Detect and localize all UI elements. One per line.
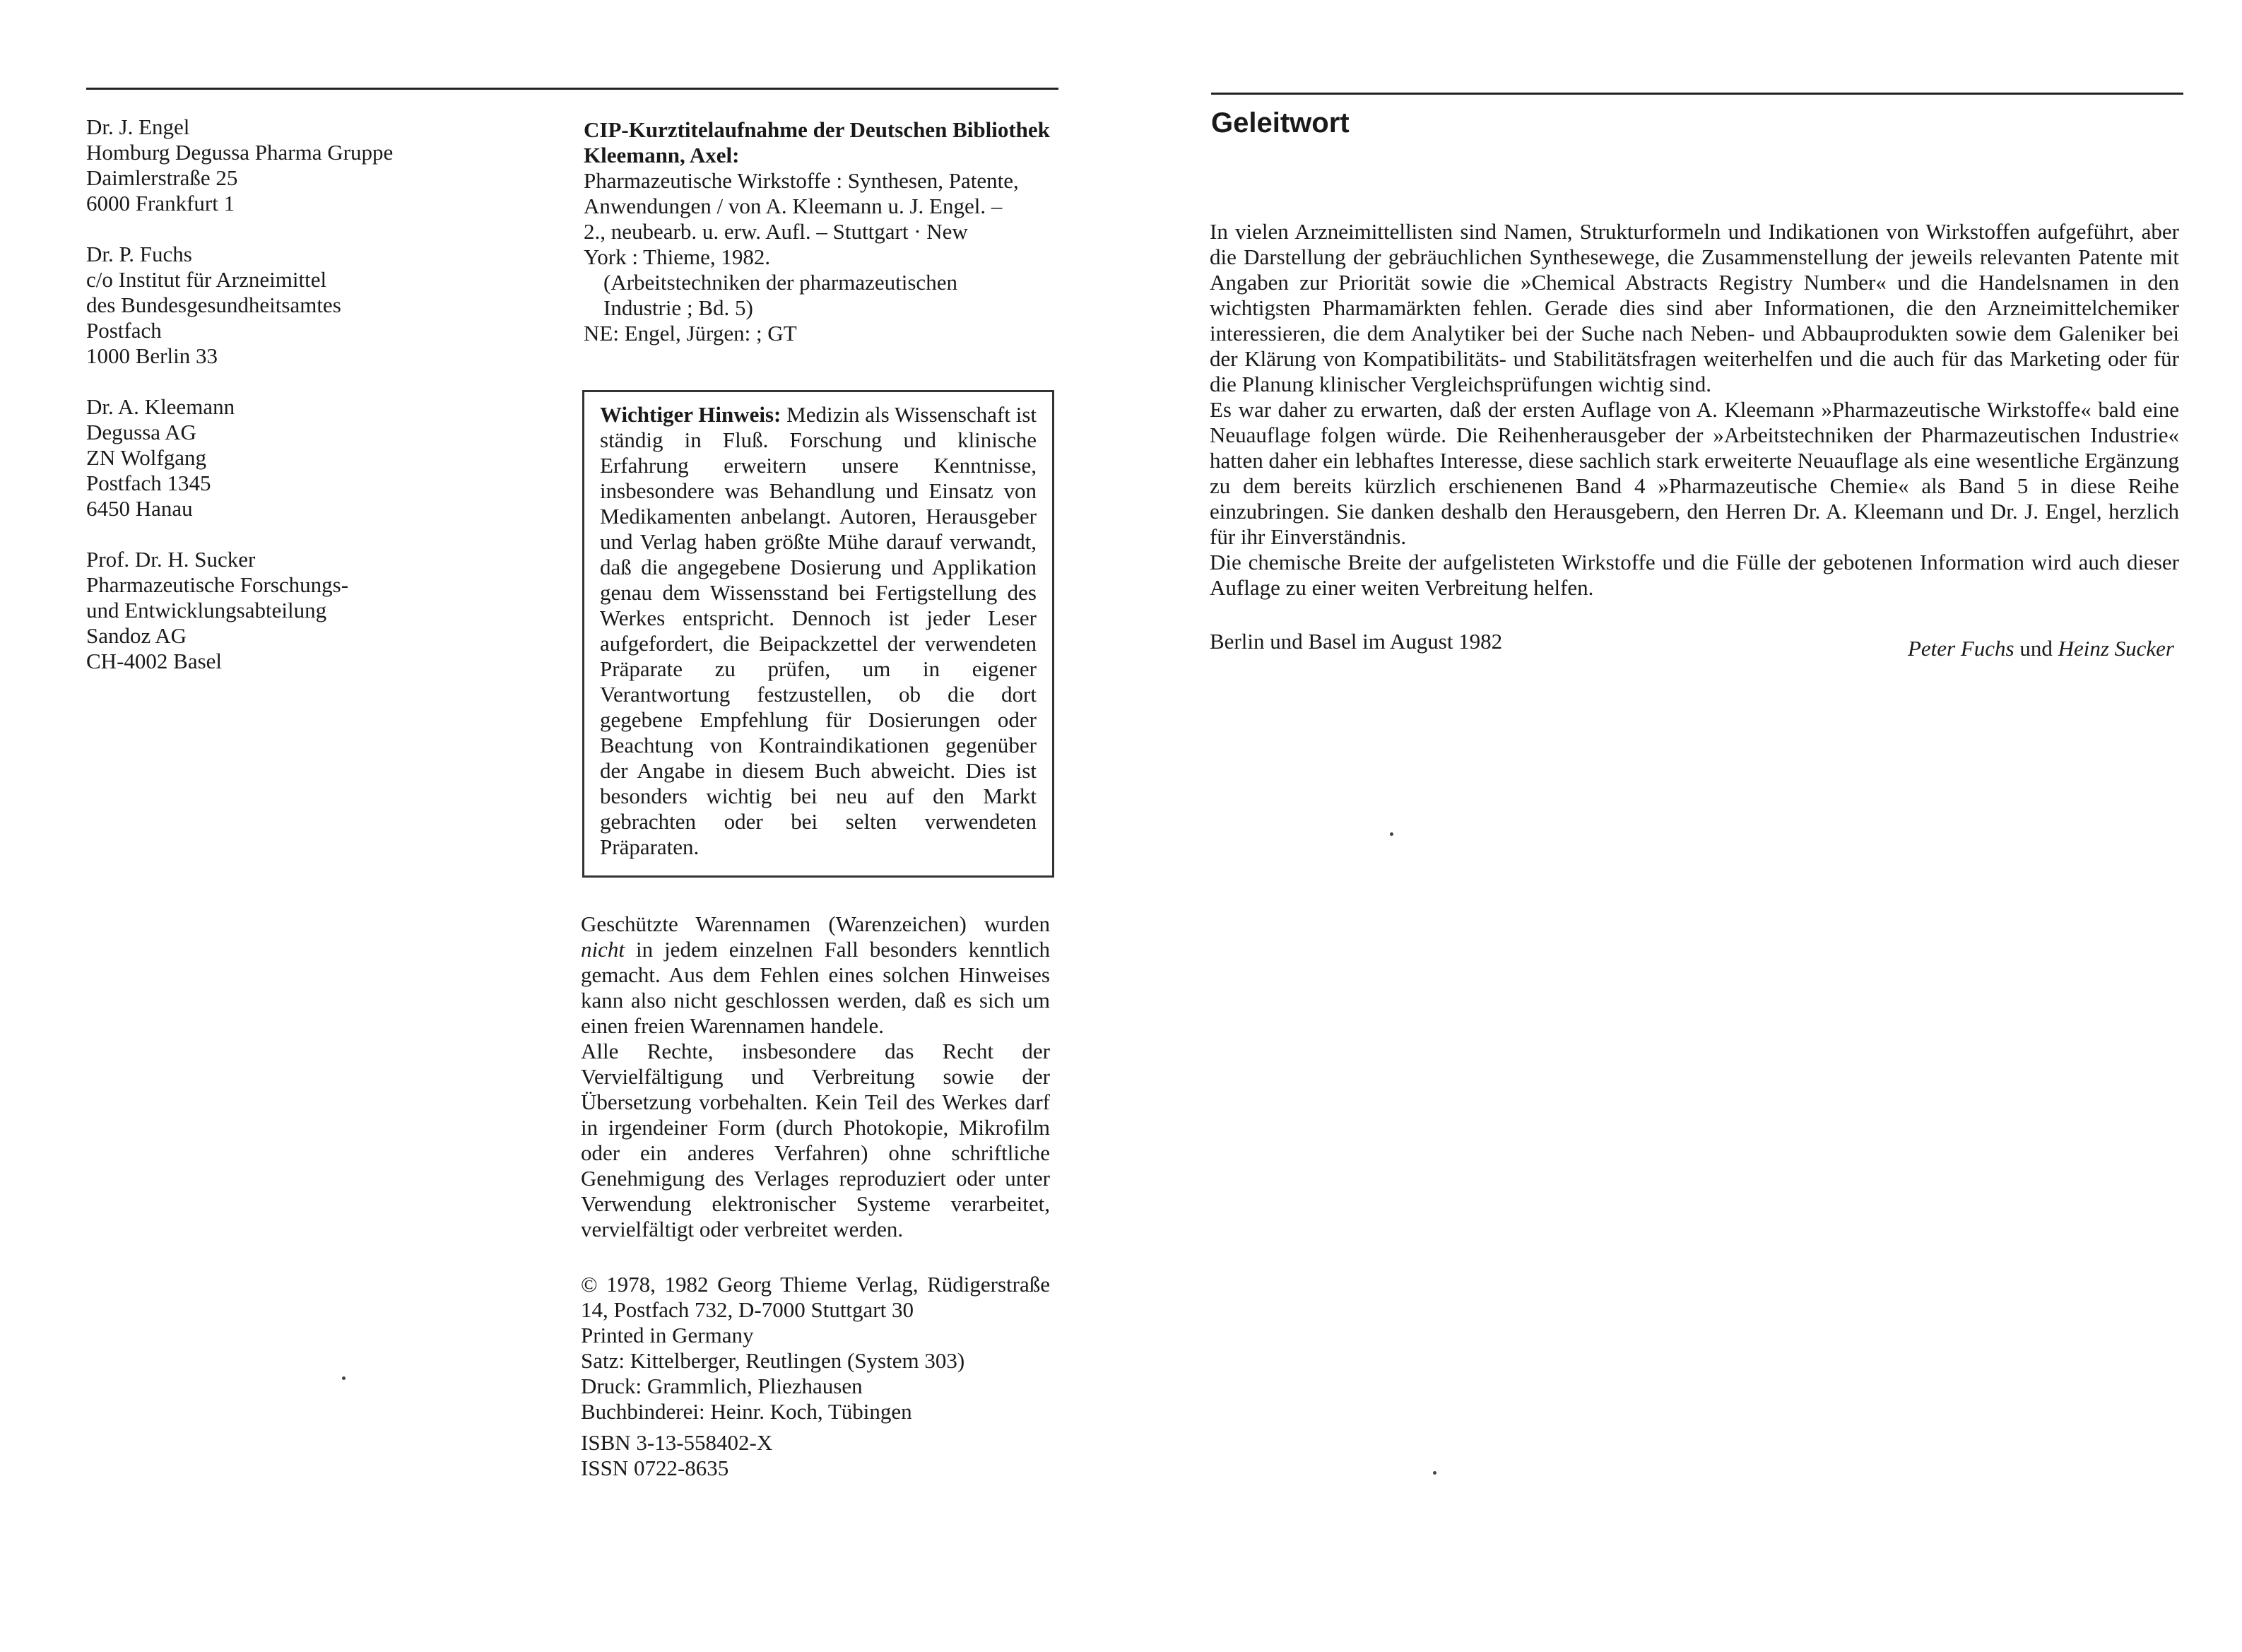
trademark-notice (581, 911, 1050, 1242)
place-date: Berlin und Basel im August 1982 (1210, 629, 1503, 654)
address-line: Pharmazeutische Forschungs- (86, 572, 349, 597)
cip-line: Pharmazeutische Wirkstoffe : Synthesen, Patente, (584, 168, 1019, 193)
address-line: Sandoz AG (86, 623, 187, 648)
address-line: Postfach 1345 (86, 471, 211, 495)
foreword-paragraph: Es war daher zu erwarten, daß der ersten Auflage von A. Kleemann »Pharmazeutische Wirkstoffe« bald eine Neuauflage folgen würde. Die Reihenherausgeber der »Arbeitstechniken der Pharmazeutischen Industrie« hatten daher ein lebhaftes Interesse, diese sachlich stark erweiterte Neuauflage als eine wesentliche Ergänzung zu dem bereits kürzlich erschienenen Band 4 »Pharmazeutische Chemie« als Band 5 in diese Reihe einzubringen. Sie danken deshalb den Herausgebern, den Herren Dr. A. Kleemann und Dr. J. Engel, herzlich für ihr Einverständnis. (1210, 397, 2179, 549)
address-line: 1000 Berlin 33 (86, 343, 218, 368)
page-title: Geleitwort (1211, 107, 1350, 138)
imprint-line: Printed in Germany (581, 1323, 754, 1347)
cip-line: 2., neubearb. u. erw. Aufl. – Stuttgart · New (584, 219, 968, 244)
imprint-line: Satz: Kittelberger, Reutlingen (System 303) (581, 1348, 965, 1373)
signature-line (1908, 636, 2174, 661)
cip-author: Kleemann, Axel: (584, 143, 740, 167)
trademark-nicht: nicht (581, 937, 625, 962)
address-line: CH-4002 Basel (86, 649, 223, 673)
address-line: Postfach (86, 318, 162, 343)
cip-heading: CIP-Kurztitelaufnahme der Deutschen Bibliothek (584, 117, 1050, 142)
imprint-line: Buchbinderei: Heinr. Koch, Tübingen (581, 1399, 912, 1424)
cip-record (584, 117, 1064, 346)
foreword-paragraph: In vielen Arzneimittellisten sind Namen, Strukturformeln und Indikationen von Wirkstoffen aufgeführt, aber die Darstellung der gebräuchlichen Synthesewege, die Zusammenstellung der jeweils relevanten Patente mit Angaben zur Priorität sowie die »Chemical Abstracts Registry Number« und die Handelsnamen in den wichtigsten Pharmamärkten fehlen. Gerade dies sind aber Informationen, die den Arzneimittelchemiker interessieren, die dem Analytiker bei der Suche nach Neben- und Abbauprodukten sowie dem Galeniker bei der Klärung von Kompatibilitäts- und Stabilitätsfragen weiterhelfen und die auch für das Marketing oder für die Planung klinischer Vergleichsprüfungen wichtig sind. (1210, 219, 2179, 396)
cip-series: Industrie ; Bd. 5) (603, 295, 753, 320)
scan-speck (1390, 832, 1393, 836)
rights-paragraph: Alle Rechte, insbesondere das Recht der Vervielfältigung und Verbreitung sowie der Übersetzung vorbehalten. Kein Teil des Werkes darf in irgendeiner Form (durch Photokopie, Mikrofilm oder ein anderes Verfahren) ohne schriftliche Genehmigung des Verlages reproduziert oder unter Verwendung elektronischer Systeme verarbeitet, vervielfältigt oder verbreitet werden. (581, 1039, 1050, 1241)
copyright-line: © 1978, 1982 Georg Thieme Verlag, Rüdigerstraße 14, Postfach 732, D-7000 Stuttgart 30 (581, 1272, 1050, 1322)
cip-line: Anwendungen / von A. Kleemann u. J. Engel. – (584, 194, 1003, 218)
issn: ISSN 0722-8635 (581, 1456, 729, 1480)
scan-speck (342, 1376, 346, 1380)
address-sucker (86, 547, 482, 674)
cip-ne: NE: Engel, Jürgen: ; GT (584, 321, 797, 346)
important-notice-box (582, 390, 1054, 878)
address-name: Dr. P. Fuchs (86, 242, 192, 266)
cip-series: (Arbeitstechniken der pharmazeutischen (603, 270, 957, 295)
trademark-text-2: in jedem einzelnen Fall besonders kenntlich gemacht. Aus dem Fehlen eines solchen Hinweises kann also nicht geschlossen werden, daß es sich um einen freien Warennamen handele. (581, 937, 1051, 1038)
signer-conjunction: und (2019, 636, 2053, 661)
top-rule-left (86, 88, 1058, 90)
cip-line: York : Thieme, 1982. (584, 244, 771, 269)
address-line: 6000 Frankfurt 1 (86, 191, 235, 216)
foreword-body (1210, 219, 2179, 601)
signer-name: Heinz Sucker (2058, 636, 2174, 661)
address-line: und Entwicklungsabteilung (86, 598, 327, 623)
trademark-paragraph (581, 911, 1050, 1039)
notice-label: Wichtiger Hinweis: (600, 402, 781, 427)
notice-text: Medizin als Wissenschaft ist ständig in Fluß. Forschung und klinische Erfahrung erweitern unsere Kenntnisse, insbesondere was Behandlung und Einsatz von Medikamenten anbelangt. Autoren, Herausgeber und Verlag haben größte Mühe darauf verwandt, daß die angegebene Dosierung und Applikation genau dem Wissensstand bei Fertigstellung des Werkes entspricht. Dennoch ist jeder Leser aufgefordert, die Beipackzettel der verwendeten Präparate zu prüfen, um in eigener Verantwortung festzustellen, ob die dort gegebene Empfehlung für Dosierungen oder Beachtung von Kontraindikationen gegenüber der Angabe in diesem Buch abweicht. Dies ist besonders wichtig bei neu auf den Markt gebrachten oder bei selten verwendeten Präparaten. (600, 402, 1037, 859)
address-engel (86, 114, 482, 216)
top-rule-right (1211, 93, 2183, 95)
address-line: ZN Wolfgang (86, 445, 206, 470)
address-line: des Bundesgesundheitsamtes (86, 293, 341, 317)
imprint-line: Druck: Grammlich, Pliezhausen (581, 1374, 863, 1398)
imprint (581, 1272, 1050, 1481)
address-line: 6450 Hanau (86, 496, 193, 521)
address-name: Prof. Dr. H. Sucker (86, 547, 256, 572)
address-kleemann (86, 394, 482, 521)
address-line: Degussa AG (86, 420, 196, 444)
address-name: Dr. J. Engel (86, 114, 190, 139)
foreword-paragraph: Die chemische Breite der aufgelisteten Wirkstoffe und die Fülle der gebotenen Information wird auch dieser Auflage zu einer weiten Verbreitung helfen. (1210, 550, 2179, 600)
trademark-text-1: Geschützte Warennamen (Warenzeichen) wurden (581, 911, 1050, 936)
address-fuchs (86, 242, 482, 369)
address-name: Dr. A. Kleemann (86, 394, 235, 419)
scan-speck (1433, 1471, 1436, 1475)
editor-addresses (86, 114, 482, 700)
signer-name: Peter Fuchs (1907, 636, 2014, 661)
isbn: ISBN 3-13-558402-X (581, 1430, 773, 1455)
address-line: Daimlerstraße 25 (86, 165, 238, 190)
address-line: Homburg Degussa Pharma Gruppe (86, 140, 394, 165)
address-line: c/o Institut für Arzneimittel (86, 267, 327, 292)
